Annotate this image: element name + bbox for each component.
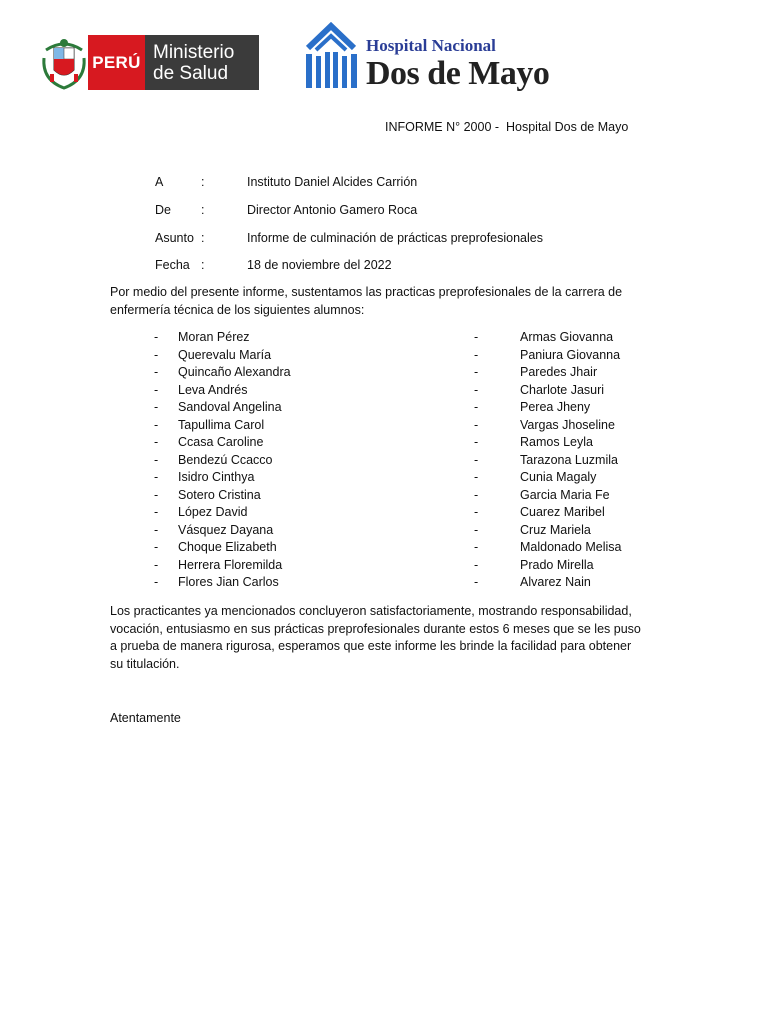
list-bullet: - xyxy=(474,575,479,589)
student-list-item xyxy=(430,417,690,435)
list-bullet: - xyxy=(474,347,479,362)
body-line: su titulación. xyxy=(110,656,180,671)
student-name: Bendezú Ccacco xyxy=(178,452,273,467)
list-bullet: - xyxy=(154,540,159,554)
minsa-line2: de Salud xyxy=(153,62,229,84)
meta-label: A xyxy=(155,175,164,189)
student-name: Paniura Giovanna xyxy=(520,347,621,362)
student-name: Isidro Cinthya xyxy=(178,470,255,484)
list-bullet: - xyxy=(474,505,479,519)
meta-colon: : xyxy=(201,231,205,245)
list-bullet: - xyxy=(474,522,479,537)
student-list-item xyxy=(430,364,690,382)
list-bullet: - xyxy=(154,575,159,589)
student-list-item xyxy=(110,329,370,347)
list-bullet: - xyxy=(474,417,479,432)
list-bullet: - xyxy=(474,330,479,344)
intro-line: enfermería técnica de los siguientes alumnos: xyxy=(110,302,365,317)
list-bullet: - xyxy=(154,382,159,397)
list-bullet: - xyxy=(154,330,159,344)
student-list-item xyxy=(430,574,690,592)
student-name: Maldonado Melisa xyxy=(520,540,622,554)
list-bullet: - xyxy=(154,557,159,572)
student-list-item xyxy=(430,382,690,400)
list-bullet: - xyxy=(154,452,159,467)
student-name: Armas Giovanna xyxy=(520,330,614,344)
student-name: Vargas Jhoseline xyxy=(520,417,615,432)
list-bullet: - xyxy=(474,382,479,397)
list-bullet: - xyxy=(474,435,479,449)
minsa-line1: Ministerio xyxy=(153,41,235,63)
list-bullet: - xyxy=(154,417,159,432)
student-list-item xyxy=(110,522,370,540)
list-bullet: - xyxy=(154,365,159,379)
student-name: Herrera Floremilda xyxy=(178,557,283,572)
student-list-item xyxy=(110,382,370,400)
list-bullet: - xyxy=(474,557,479,572)
body-line: vocación, entusiasmo en sus prácticas preprofesionales durante estos 6 meses que se les puso xyxy=(110,621,641,636)
student-list-item xyxy=(430,469,690,487)
student-list-item xyxy=(110,452,370,470)
student-list-item xyxy=(430,487,690,505)
student-name: Cunia Magaly xyxy=(520,470,597,484)
meta-colon: : xyxy=(201,258,205,272)
student-list-item xyxy=(110,417,370,435)
list-bullet: - xyxy=(474,487,479,502)
list-bullet: - xyxy=(154,400,159,414)
peru-coat-of-arms-icon xyxy=(40,36,88,90)
hospital-name xyxy=(366,36,576,96)
list-bullet: - xyxy=(154,522,159,537)
report-title: INFORME N° 2000 - Hospital Dos de Mayo xyxy=(385,120,629,134)
student-list-item xyxy=(430,522,690,540)
student-name: Tarazona Luzmila xyxy=(520,452,618,467)
student-name: Quincaño Alexandra xyxy=(178,365,291,379)
student-name: Ccasa Caroline xyxy=(178,435,264,449)
list-bullet: - xyxy=(154,505,159,519)
meta-value: Director Antonio Gamero Roca xyxy=(247,203,418,217)
meta-label: De xyxy=(155,203,171,217)
hospital-logo-icon xyxy=(304,22,358,92)
student-name: Choque Elizabeth xyxy=(178,540,277,554)
hospital-name-line2: Dos de Mayo xyxy=(366,55,550,92)
student-name: Paredes Jhair xyxy=(520,365,598,379)
student-list-item xyxy=(110,469,370,487)
student-list-item xyxy=(430,329,690,347)
student-name: Leva Andrés xyxy=(178,382,248,397)
student-list-item xyxy=(110,504,370,522)
list-bullet: - xyxy=(154,470,159,484)
student-name: Sandoval Angelina xyxy=(178,400,282,414)
student-list-item xyxy=(430,504,690,522)
student-list-item xyxy=(110,539,370,557)
meta-value: 18 de noviembre del 2022 xyxy=(247,258,392,272)
hospital-name-line1: Hospital Nacional xyxy=(366,36,496,55)
minsa-name xyxy=(145,35,259,90)
student-name: Cuarez Maribel xyxy=(520,505,605,519)
student-name: Cruz Mariela xyxy=(520,522,591,537)
letterhead xyxy=(0,0,768,110)
list-bullet: - xyxy=(474,470,479,484)
student-list-item xyxy=(110,487,370,505)
student-name: López David xyxy=(178,505,248,519)
student-name: Garcia Maria Fe xyxy=(520,487,610,502)
student-name: Ramos Leyla xyxy=(520,435,593,449)
student-name: Sotero Cristina xyxy=(178,487,261,502)
list-bullet: - xyxy=(474,540,479,554)
student-list-item xyxy=(430,539,690,557)
meta-label: Asunto xyxy=(155,231,194,245)
student-list-item xyxy=(110,399,370,417)
student-list-item xyxy=(430,452,690,470)
student-list-item xyxy=(110,434,370,452)
list-bullet: - xyxy=(474,452,479,467)
student-list-item xyxy=(430,434,690,452)
student-name: Prado Mirella xyxy=(520,557,594,572)
student-list-item xyxy=(110,347,370,365)
list-bullet: - xyxy=(474,400,479,414)
student-column-right xyxy=(430,329,690,592)
meta-label: Fecha xyxy=(155,258,190,272)
student-name: Moran Pérez xyxy=(178,330,250,344)
intro-paragraph xyxy=(110,284,658,319)
student-name: Alvarez Nain xyxy=(520,575,591,589)
meta-value: Informe de culminación de prácticas preprofesionales xyxy=(247,231,543,245)
student-name: Querevalu María xyxy=(178,347,272,362)
meta-colon: : xyxy=(201,175,205,189)
student-list-item xyxy=(110,364,370,382)
student-list-item xyxy=(430,347,690,365)
student-name: Vásquez Dayana xyxy=(178,522,274,537)
student-column-left xyxy=(110,329,370,592)
student-list-item xyxy=(110,574,370,592)
list-bullet: - xyxy=(154,435,159,449)
meta-colon: : xyxy=(201,203,205,217)
student-list-item xyxy=(110,557,370,575)
closing-text: Atentamente xyxy=(110,711,181,725)
student-list-item xyxy=(430,557,690,575)
minsa-logo xyxy=(88,35,259,90)
student-list-item xyxy=(430,399,690,417)
student-name: Tapullima Carol xyxy=(178,417,265,432)
body-line: Los practicantes ya mencionados concluyeron satisfactoriamente, mostrando responsabilidad, xyxy=(110,604,632,618)
body-line: a prueba de manera rigurosa, esperamos que este informe les brinde la facilidad para obtener xyxy=(110,639,632,653)
student-name: Perea Jheny xyxy=(520,400,591,414)
body-paragraph xyxy=(110,603,658,673)
student-list xyxy=(110,329,670,593)
student-name: Charlote Jasuri xyxy=(520,382,605,397)
intro-line: Por medio del presente informe, sustentamos las practicas preprofesionales de la carrera de xyxy=(110,285,623,299)
meta-value: Instituto Daniel Alcides Carrión xyxy=(247,175,418,189)
minsa-peru-label: PERÚ xyxy=(88,35,145,90)
list-bullet: - xyxy=(154,487,159,502)
list-bullet: - xyxy=(474,365,479,379)
list-bullet: - xyxy=(154,347,159,362)
student-name: Flores Jian Carlos xyxy=(178,575,279,589)
